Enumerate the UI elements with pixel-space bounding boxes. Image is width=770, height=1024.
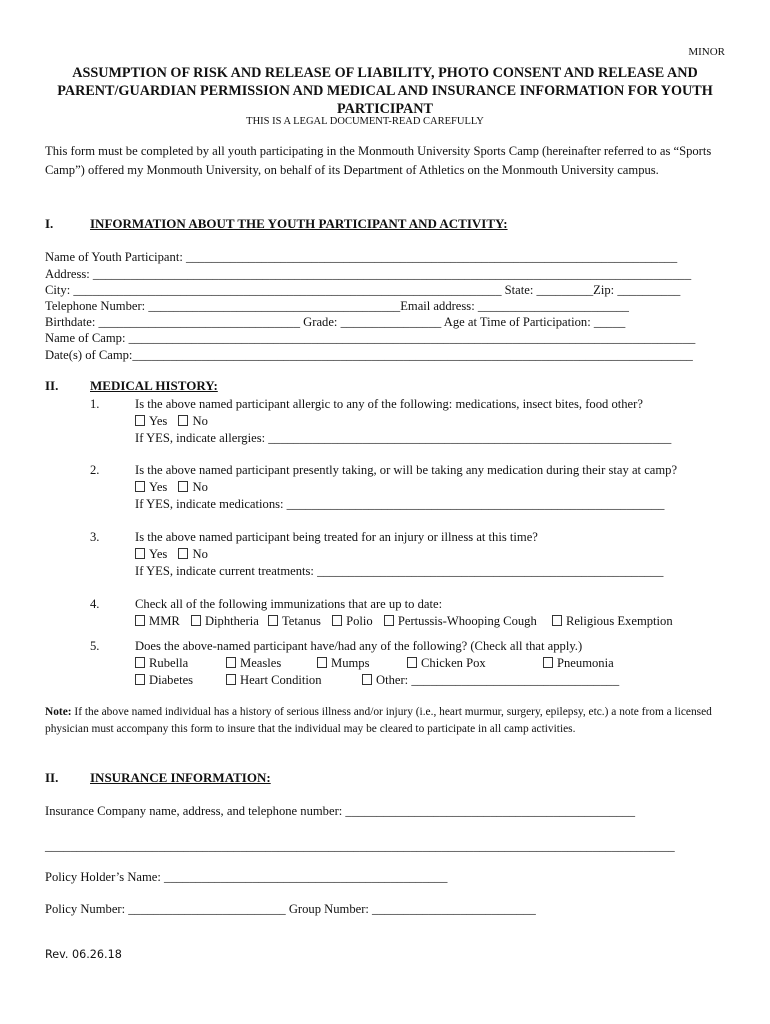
checkbox[interactable] (407, 657, 417, 668)
treatments-field[interactable]: If YES, indicate current treatments: _______________________________________________________ (135, 564, 664, 578)
allergies-field[interactable]: If YES, indicate allergies: ________________________________________________________________ (135, 431, 672, 445)
condition-mumps-option[interactable]: Mumps (317, 655, 370, 672)
condition-other-option[interactable]: Other: _________________________________ (362, 672, 619, 689)
section-2-title: MEDICAL HISTORY: (90, 378, 218, 393)
diphtheria-option[interactable]: Diphtheria (191, 613, 259, 630)
insurance-company-field[interactable]: Insurance Company name, address, and telephone number: ______________________________________________ (45, 804, 636, 818)
phone-email-field[interactable]: Telephone Number: ________________________________________Email address: ________________________ (45, 299, 629, 313)
intro-paragraph: This form must be completed by all youth participating in the Monmouth University Sports Camp (hereinafter referred to as “Sports Camp”) offered my Monmouth University, on behalf of its Department of Athletics on the Monmouth University campus. (45, 144, 712, 177)
form-subtitle: THIS IS A LEGAL DOCUMENT-READ CAREFULLY (246, 116, 484, 127)
checkbox[interactable] (226, 674, 236, 685)
checkbox[interactable] (178, 415, 188, 426)
checkbox[interactable] (332, 615, 342, 626)
medical-note (45, 704, 735, 738)
camp-name-field[interactable]: Name of Camp: __________________________________________________________________________________________ (45, 331, 696, 345)
checkbox[interactable] (135, 657, 145, 668)
policy-group-number-field[interactable]: Policy Number: _________________________ Group Number: __________________________ (45, 902, 536, 916)
question-5-number: 5. (90, 639, 100, 653)
checkbox[interactable] (135, 615, 145, 626)
address-field[interactable]: Address: _______________________________________________________________________________________________ (45, 267, 692, 281)
section-3-title: INSURANCE INFORMATION: (90, 770, 271, 785)
question-1-number: 1. (90, 397, 100, 411)
policy-holder-field[interactable]: Policy Holder’s Name: _____________________________________________ (45, 870, 448, 884)
section-1-title: INFORMATION ABOUT THE YOUTH PARTICIPANT AND ACTIVITY: (90, 216, 508, 231)
q3-yes-option[interactable]: Yes (135, 546, 167, 563)
insurance-company-line-2[interactable]: ____________________________________________________________________________________________________ (45, 839, 675, 853)
checkbox[interactable] (268, 615, 278, 626)
checkbox[interactable] (135, 548, 145, 559)
q3-no-option[interactable]: No (178, 546, 207, 563)
question-2-text: Is the above named participant presently taking, or will be taking any medication during their stay at camp? (135, 463, 678, 477)
checkbox[interactable] (135, 674, 145, 685)
question-4-text: Check all of the following immunizations that are up to date: (135, 597, 443, 611)
question-3-number: 3. (90, 530, 100, 544)
condition-chicken-pox-option[interactable]: Chicken Pox (407, 655, 486, 672)
checkbox[interactable] (384, 615, 394, 626)
mmr-option[interactable]: MMR (135, 613, 180, 630)
checkbox[interactable] (135, 481, 145, 492)
polio-option[interactable]: Polio (332, 613, 373, 630)
section-3-number: II. (45, 770, 59, 785)
city-state-zip-field[interactable]: City: ____________________________________________________________________ State: _________Zip: __________ (45, 283, 681, 297)
minor-label: MINOR (688, 46, 725, 58)
q2-yes-option[interactable]: Yes (135, 479, 167, 496)
section-2-heading (45, 378, 745, 396)
form-title: ASSUMPTION OF RISK AND RELEASE OF LIABILITY, PHOTO CONSENT AND RELEASE AND PARENT/GUARDIAN PERMISSION AND MEDICAL AND INSURANCE INFORMATION FOR YOUTH PARTICIPANT (57, 65, 713, 117)
checkbox[interactable] (178, 548, 188, 559)
q1-yes-option[interactable]: Yes (135, 413, 167, 430)
immunization-options (135, 613, 673, 630)
section-1-heading (45, 216, 745, 234)
tetanus-option[interactable]: Tetanus (268, 613, 321, 630)
question-5-text: Does the above-named participant have/had any of the following? (Check all that apply.) (135, 639, 583, 653)
condition-diabetes-option[interactable]: Diabetes (135, 672, 193, 689)
note-label: Note: (45, 706, 72, 718)
revision-date: Rev. 06.26.18 (45, 948, 122, 961)
question-4-number: 4. (90, 597, 100, 611)
question-2-number: 2. (90, 463, 100, 477)
pertussis-option[interactable]: Pertussis-Whooping Cough (384, 613, 537, 630)
checkbox[interactable] (135, 415, 145, 426)
q2-no-option[interactable]: No (178, 479, 207, 496)
religious-exemption-option[interactable]: Religious Exemption (552, 613, 673, 630)
question-1-options (135, 413, 208, 430)
checkbox[interactable] (362, 674, 372, 685)
medications-field[interactable]: If YES, indicate medications: ____________________________________________________________ (135, 497, 665, 511)
checkbox[interactable] (317, 657, 327, 668)
condition-pneumonia-option[interactable]: Pneumonia (543, 655, 614, 672)
question-3-text: Is the above named participant being treated for an injury or illness at this time? (135, 530, 538, 544)
camp-dates-field[interactable]: Date(s) of Camp:_________________________________________________________________________________________ (45, 348, 693, 362)
checkbox[interactable] (191, 615, 201, 626)
q1-no-option[interactable]: No (178, 413, 207, 430)
note-text: If the above named individual has a history of serious illness and/or injury (i.e., heart murmur, surgery, epilepsy, etc.) a note from a licensed physician must accompany this form to insure that the individual may be cleared to participate in all camp activities. (45, 706, 712, 735)
checkbox[interactable] (552, 615, 562, 626)
section-2-number: II. (45, 378, 59, 393)
checkbox[interactable] (178, 481, 188, 492)
question-3-options (135, 546, 208, 563)
participant-name-field[interactable]: Name of Youth Participant: ______________________________________________________________________________ (45, 250, 678, 264)
condition-measles-option[interactable]: Measles (226, 655, 281, 672)
condition-heart-option[interactable]: Heart Condition (226, 672, 322, 689)
section-3-heading (45, 770, 745, 788)
birthdate-grade-age-field[interactable]: Birthdate: ________________________________ Grade: ________________ Age at Time of Participation: _____ (45, 315, 626, 329)
question-2-options (135, 479, 208, 496)
question-1-text: Is the above named participant allergic to any of the following: medications, insect bites, food other? (135, 397, 643, 411)
checkbox[interactable] (226, 657, 236, 668)
checkbox[interactable] (543, 657, 553, 668)
section-1-number: I. (45, 216, 54, 231)
condition-rubella-option[interactable]: Rubella (135, 655, 188, 672)
